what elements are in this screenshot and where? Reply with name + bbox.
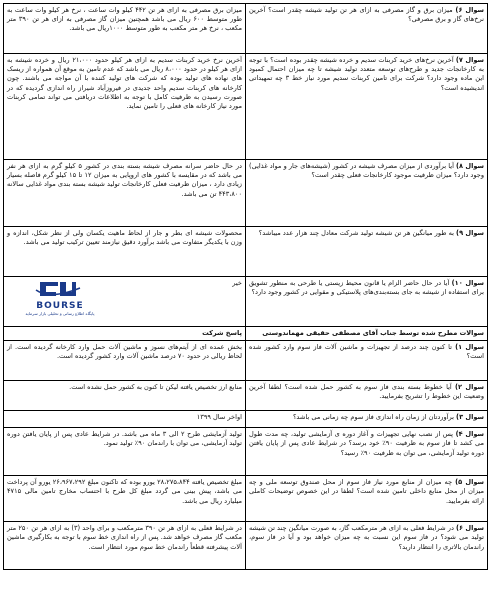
qa-row bbox=[4, 381, 488, 411]
qa-row bbox=[4, 277, 488, 327]
question-cell: سوال ۷) آخرین نرخ‌های خرید کربنات سدیم و خرده شیشه چقدر بوده است؟ با توجه به کارخانجات جدید و طرح‌های توسعه متعدد تولید شیشه تا چه میزان احتمال کمبود این ماده وجود دارد؟ شرکت برای تامین کربنات سدیم مورد نیاز خط ۳ چه تمهیداتی اندیشیده است؟ bbox=[246, 54, 488, 160]
qa-row bbox=[4, 54, 488, 160]
answer-cell: اواخر سال ۱۳۹۹ bbox=[4, 411, 246, 428]
answer-cell: بخش عمده ای از آیتم‌های نسوز و ماشین آلات حمل وارد کارخانه گردیده است. از لحاظ ریالی در حدود ۷۰ درصد ماشین آلات وارد کشور گردیده است. bbox=[4, 341, 246, 381]
answer-cell: در شرایط فعلی به ازای هر تن ۳۹۰ مترمکعب و برای واحد (۳) به ازای هر تن ۲۵۰ متر مکعب گاز مصرف خواهد شد. پس از راه اندازی خط سوم با توجه به بکارگیری ماشین آلات پیشرفته قطعاً راندمان خط سوم مورد انتظار است. bbox=[4, 522, 246, 570]
question-cell: سوال ۹) به طور میانگین هر تن شیشه تولید شرکت معادل چند هزار عدد میباشد؟ bbox=[246, 227, 488, 277]
answer-cell: مبلغ تخصیص یافته ۲۸،۲۷۵،۸۴۴ یورو بوده که تاکنون مبلغ ۲۶،۹۶۷،۲۹۲ یورو آن پرداخت می باشد، پیش بینی می گردد مبلغ کل طرح با احتساب مخارج تامین مالی ۴۷۱۵ میلیارد ریال می باشد. bbox=[4, 476, 246, 522]
qa-table bbox=[3, 3, 488, 570]
answer-column-header: پاسخ شرکت bbox=[4, 327, 246, 341]
answer-cell: میزان برق مصرفی به ازای هر تن ۴۴۲ کیلو وات ساعت ، نرخ هر کیلو وات ساعت به طور متوسط ۶۰۰ ریال می باشد همچنین میزان گاز مصرفی به ازای هر تن ۳۹۰ متر مکعب ، نرخ هر متر مکعب به طور متوسط ۱۰۰۰ریال می باشد. bbox=[4, 4, 246, 54]
answer-cell: در حال حاضر سرانه مصرف شیشه بسته بندی در کشور ۵ کیلو گرم به ازای هر نفر می باشد که در مقایسه با کشور های اروپایی به میزان ۱۲ تا ۱۵ کیلو گرم فاصله بسیار زیادی دارد ، میزان ظرفیت فعلی کارخانجات تولید شیشه بسته بندی مواد غذایی سالانه ۴۴۳،۸۰۰ تن می باشد. bbox=[4, 160, 246, 227]
question-cell: سوال ۶) در شرایط فعلی به ازای هر مترمکعب گاز، به صورت میانگین چند تن شیشه تولید می شود؟ در فاز سوم این نسبت به چه میزان خواهد بود و آیا در فاز سوم، راندمان بالاتری را انتظار دارید؟ bbox=[246, 522, 488, 570]
bourse-logo bbox=[10, 280, 110, 320]
qa-row bbox=[4, 411, 488, 428]
qa-row bbox=[4, 522, 488, 570]
question-cell: سوال ۸) آیا برآوردی از میزان مصرف شیشه در کشور (شیشه‌های جار و مواد غذایی) وجود دارد؟ میزان ظرفیت موجود کارخانجات فعلی چقدر است؟ bbox=[246, 160, 488, 227]
answer-cell: منابع ارز تخصیص یافته لیکن تا کنون به کشور حمل نشده است. bbox=[4, 381, 246, 411]
answer-cell: آخرین نرخ خرید کربنات سدیم به ازای هر کیلو حدود ۲۱،۰۰۰ ریال و خرده شیشه به ازای هر کیلو در حدود ۸،۰۰۰ ریال می باشد که عدم تامین به موقع آن همواره از ریسک های نهاده های تولید بوده که شرکت های تولید کننده با آن مواجه می باشند. چون کارخانه های کربنات سدیم واحد جدیدی در فیروزآباد شیراز راه اندازی گردیده که در صورت رسیدن به ظرفیت کامل با توجه به اطلاعات دریافتی می تواند تمامی کربنات مورد نیاز کارخانه های فعلی را تامین نماید. bbox=[4, 54, 246, 160]
question-cell: سوال ۳) برآوردتان از زمان راه اندازی فاز سوم چه زمانی می باشد؟ bbox=[246, 411, 488, 428]
question-cell: سوال ۱۰) آیا در حال حاضر الزام یا قانون محیط زیستی یا طرحی به منظور تشویق برای استفاده از شیشه به جای بسته‌بندی‌های پلاستیکی و مقوایی در کشور وجود دارد؟ bbox=[246, 277, 488, 327]
question-cell: سوال ۴) پس از نصب نهایی تجهیزات و آغاز دوره ی آزمایشی تولید، چه مدت طول می کشد تا فاز سوم به ظرفیت ۹۰٪ خود برسد؟ در شرایط عادی پس از پایان یافتن دوره تولید آزمایشی، می توان به ظرفیت ۹۰٪ رسید؟ bbox=[246, 428, 488, 476]
answer-cell: خیر BOURSE پایگاه اطلاع رسانی و تحلیلی بازار سرمایه bbox=[4, 277, 246, 327]
question-column-header: سوالات مطرح شده توسط جناب آقای مصطفی حقیقی مهماندوستی bbox=[246, 327, 488, 341]
svg-text:پایگاه اطلاع رسانی و تحلیلی با: پایگاه اطلاع رسانی و تحلیلی بازار سرمایه bbox=[25, 311, 95, 316]
question-cell: سوال ۶) میزان برق و گاز مصرفی به ازای هر تن تولید شیشه چقدر است؟ آخرین نرخ‌های گاز و برق مصرفی؟ bbox=[246, 4, 488, 54]
answer-cell: محصولات شیشه ای بطر و جار از لحاظ ماهیت یکسان ولی از نظر شکل، اندازه و وزن با یکدیگر متفاوت می باشد برآورد دقیق نیازمند تعیین ترکیب تولید می باشد. bbox=[4, 227, 246, 277]
question-cell: سوال ۲) آیا خطوط بسته بندی فاز سوم به کشور حمل شده است؟ لطفا آخرین وضعیت این خطوط را تشریح بفرمایید. bbox=[246, 381, 488, 411]
answer-cell: تولید آزمایشی طرح ۲ الی ۳ ماه می باشد. در شرایط عادی پس از پایان یافتن دوره تولید آزمایشی، می توان با راندمان ۹۰٪ تولید نمود. bbox=[4, 428, 246, 476]
svg-text:BOURSE: BOURSE bbox=[36, 301, 84, 311]
qa-row bbox=[4, 227, 488, 277]
question-cell: سوال ۱) تا کنون چند درصد از تجهیزات و ماشین آلات فاز سوم وارد کشور شده است؟ bbox=[246, 341, 488, 381]
qa-row bbox=[4, 428, 488, 476]
section-header-row bbox=[4, 327, 488, 341]
qa-row bbox=[4, 160, 488, 227]
qa-row bbox=[4, 4, 488, 54]
qa-row bbox=[4, 341, 488, 381]
question-cell: سوال ۵) چه میزان از منابع مورد نیاز فاز سوم از محل صندوق توسعه ملی و چه میزان از محل منابع داخلی تامین شده است؟ لطفا در این خصوص توضیحات کاملی ارائه بفرمایید. bbox=[246, 476, 488, 522]
qa-row bbox=[4, 476, 488, 522]
